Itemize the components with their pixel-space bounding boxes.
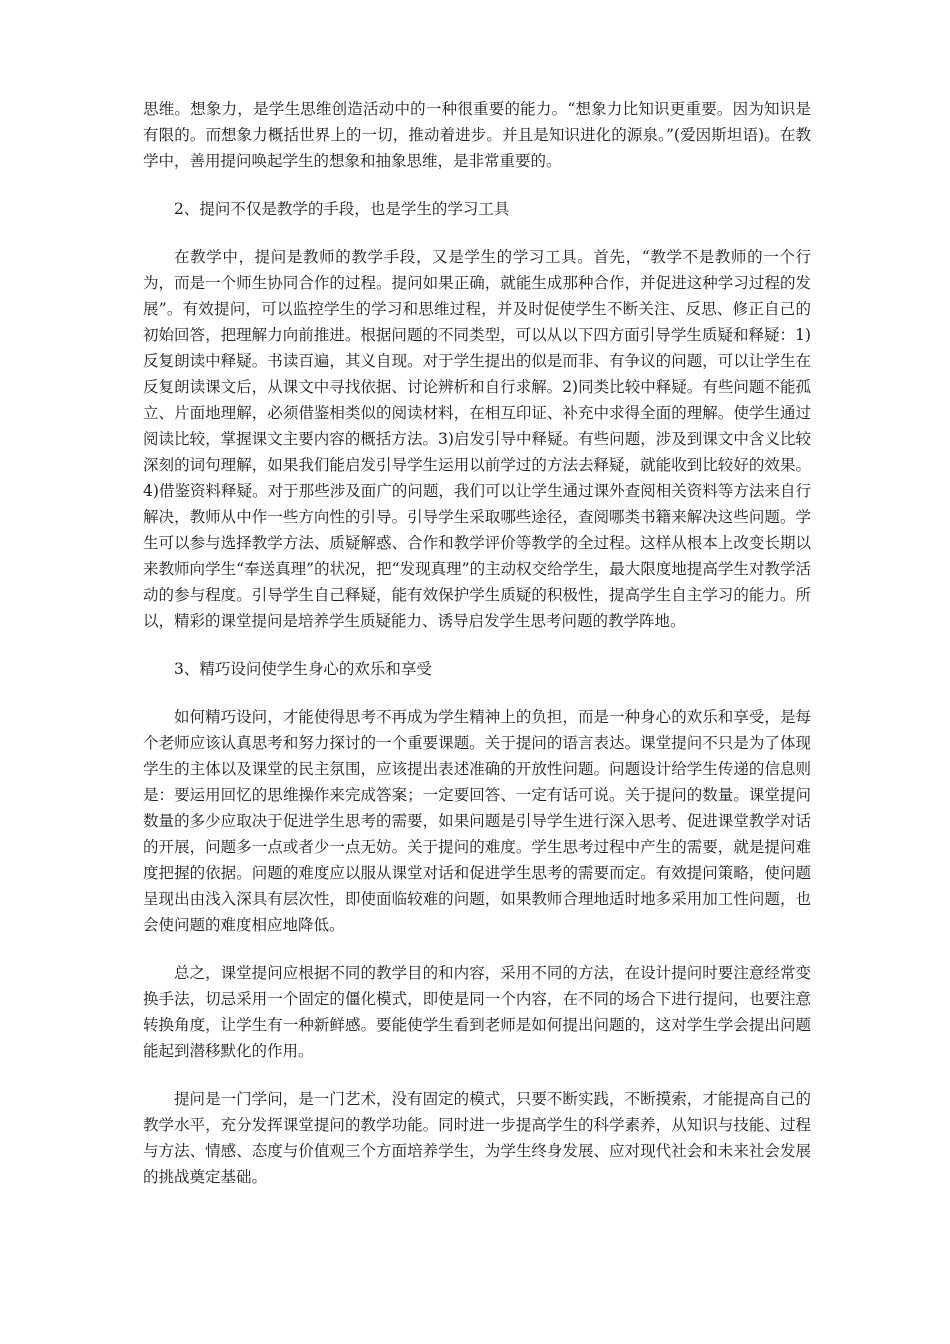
section-2-paragraph: 在教学中，提问是教师的教学手段，又是学生的学习工具。首先，“教学不是教师的一个行为，而是一个师生协同合作的过程。提问如果正确，就能生成那种合作，并促进这种学习过程的发展”。有效提问，可以监控学生的学习和思维过程，并及时促使学生不断关注、反思、修正自己的初始回答，把理解力向前推进。根据问题的不同类型，可以从以下四方面引导学生质疑和释疑：1)反复朗读中释疑。书读百遍，其义自现。对于学生提出的似是而非、有争议的问题，可以让学生在反复朗读课文后，从课文中寻找依据、讨论辨析和自行求解。2)同类比较中释疑。有些问题不能孤立、片面地理解，必须借鉴相类似的阅读材料，在相互印证、补充中求得全面的理解。使学生通过阅读比较，掌握课文主要内容的概括方法。3)启发引导中释疑。有些问题，涉及到课文中含义比较深刻的词句理解，如果我们能启发引导学生运用以前学过的方法去释疑，就能收到比较好的效果。4)借鉴资料释疑。对于那些涉及面广的问题，我们可以让学生通过课外查阅相关资料等方法来自行解决，教师从中作一些方向性的引导。引导学生采取哪些途径，查阅哪类书籍来解决这些问题。学生可以参与选择教学方法、质疑解惑、合作和教学评价等教学的全过程。这样从根本上改变长期以来教师向学生“奉送真理”的状况，把“发现真理”的主动权交给学生，最大限度地提高学生对教学活动的参与程度。引导学生自己释疑，能有效保护学生质疑的积极性，提高学生自主学习的能力。所以，精彩的课堂提问是培养学生质疑能力、诱导启发学生思考问题的教学阵地。 xyxy=(143,248,811,630)
section-3-paragraph: 如何精巧设问，才能使得思考不再成为学生精神上的负担，而是一种身心的欢乐和享受，是每个老师应该认真思考和努力探讨的一个重要课题。关于提问的语言表达。课堂提问不只是为了体现学生的主体以及课堂的民主氛围，应该提出表述准确的开放性问题。问题设计给学生传递的信息则是：要运用回忆的思维操作来完成答案；一定要回答、一定有话可说。关于提问的数量。课堂提问数量的多少应取决于促进学生思考的需要，如果问题是引导学生进行深入思考、促进课堂教学对话的开展，问题多一点或者少一点无妨。关于提问的难度。学生思考过程中产生的需要，就是提问难度把握的依据。问题的难度应以服从课堂对话和促进学生思考的需要而定。有效提问策略，使问题呈现出由浅入深具有层次性，即使面临较难的问题，如果教师合理地适时地多采用加工性问题，也会使问题的难度相应地降低。 xyxy=(143,708,811,934)
intro-paragraph: 思维。想象力，是学生思维创造活动中的一种很重要的能力。“想象力比知识更重要。因为知识是有限的。而想象力概括世界上的一切，推动着进步。并且是知识进化的源泉。”(爱因斯坦语)。在教学中，善用提问唤起学生的想象和抽象思维，是非常重要的。 xyxy=(143,100,811,170)
section-heading-2: 2、提问不仅是教学的手段，也是学生的学习工具 xyxy=(174,200,510,218)
closing-paragraph: 提问是一门学问，是一门艺术，没有固定的模式，只要不断实践，不断摸索，才能提高自己的教学水平，充分发挥课堂提问的教学功能。同时进一步提高学生的科学素养，从知识与技能、过程与方法、情感、态度与价值观三个方面培养学生，为学生终身发展、应对现代社会和未来社会发展的挑战奠定基础。 xyxy=(143,1090,811,1186)
section-heading-3: 3、精巧设问使学生身心的欢乐和享受 xyxy=(174,660,432,678)
summary-paragraph: 总之，课堂提问应根据不同的教学目的和内容，采用不同的方法，在设计提问时要注意经常变换手法，切忌采用一个固定的僵化模式，即使是同一个内容，在不同的场合下进行提问，也要注意转换角度，让学生有一种新鲜感。要能使学生看到老师是如何提出问题的，这对学生学会提出问题能起到潜移默化的作用。 xyxy=(143,964,811,1060)
document-page xyxy=(143,96,811,1212)
